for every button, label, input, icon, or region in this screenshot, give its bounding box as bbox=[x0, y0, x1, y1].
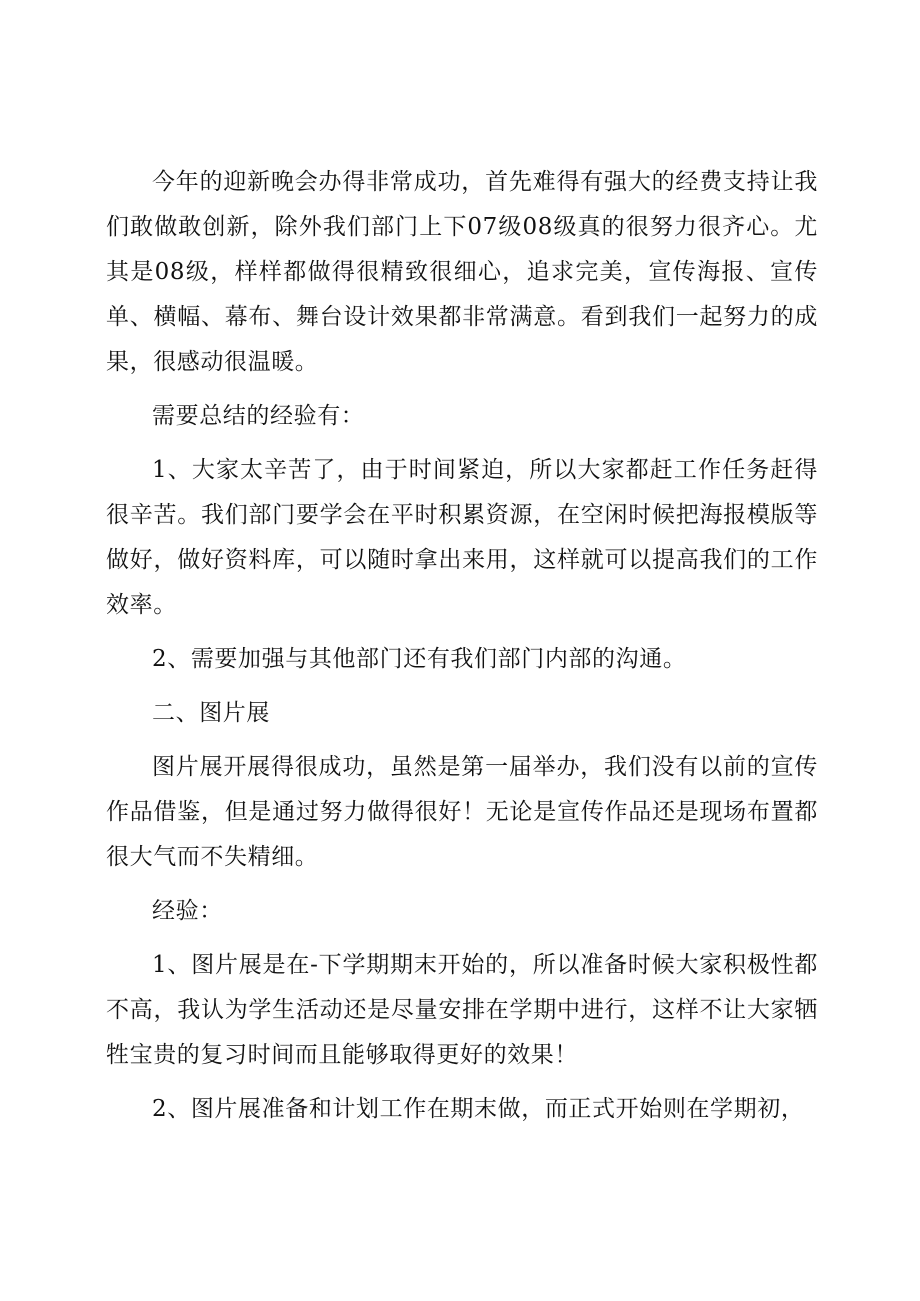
paragraph-lesson-2: 2、图片展准备和计划工作在期末做，而正式开始则在学期初， bbox=[152, 1096, 805, 1122]
paragraph-experience-heading: 需要总结的经验有： bbox=[152, 403, 365, 429]
paragraph-welcome-party: 今年的迎新晚会办得非常成功，首先难得有强大的经费支持让我们敢做敢创新，除外我们部门上下07级08级真的很努力很齐心。尤其是08级，样样都做得很精致很细心，追求完美，宣传海报、宣传单、横幅、幕布、舞台设计效果都非常满意。看到我们一起努力的成果，很感动很温暖。 bbox=[106, 169, 818, 375]
paragraph-photo-exhibition: 图片展开展得很成功，虽然是第一届举办，我们没有以前的宣传作品借鉴，但是通过努力做得很好！无论是宣传作品还是现场布置都很大气而不失精细。 bbox=[106, 754, 818, 870]
paragraph-experience-1: 1、大家太辛苦了，由于时间紧迫，所以大家都赶工作任务赶得很辛苦。我们部门要学会在平时积累资源，在空闲时候把海报模版等做好，做好资料库，可以随时拿出来用，这样就可以提高我们的工作效率。 bbox=[106, 457, 818, 618]
document-page bbox=[106, 160, 818, 1141]
paragraph-lesson-1: 1、图片展是在-下学期期末开始的，所以准备时候大家积极性都不高，我认为学生活动还是尽量安排在学期中进行，这样不让大家牺牲宝贵的复习时间而且能够取得更好的效果！ bbox=[106, 952, 818, 1068]
paragraph-lessons-heading: 经验： bbox=[152, 898, 223, 924]
section-heading-photo-exhibition: 二、图片展 bbox=[152, 700, 270, 726]
paragraph-experience-2: 2、需要加强与其他部门还有我们部门内部的沟通。 bbox=[152, 646, 687, 672]
